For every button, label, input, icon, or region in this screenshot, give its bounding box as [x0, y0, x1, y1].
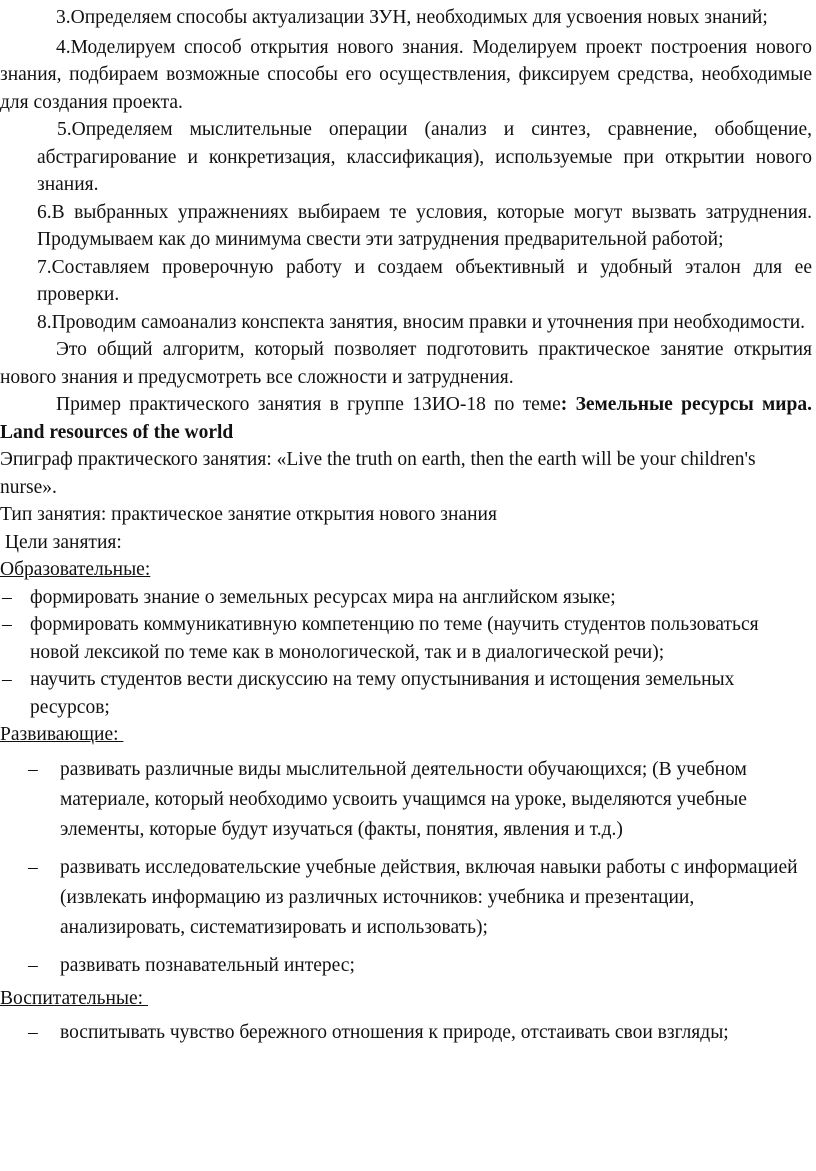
step-8: 8.Проводим самоанализ конспекта занятия, вносим правки и уточнения при необходимости.: [37, 311, 806, 333]
summary-paragraph: Это общий алгоритм, который позволяет подготовить практическое занятие открытия нового знания и предусмотреть все сложности и затруднения.: [0, 339, 812, 388]
list-item: – формировать знание о земельных ресурсах мира на английском языке;: [0, 584, 812, 612]
dash-bullet-icon: –: [2, 669, 12, 690]
list-item: – формировать коммуникативную компетенцию по теме (научить студентов пользоваться новой лексикой по теме как в монологической, так и в диалогической речи);: [0, 611, 812, 666]
example-paragraph: [0, 391, 812, 446]
dash-bullet-icon: –: [28, 856, 38, 878]
list-item: – научить студентов вести дискуссию на тему опустынивания и истощения земельных ресурсов;: [0, 666, 812, 721]
list-item: – развивать различные виды мыслительной деятельности обучающихся; (В учебном материале, который необходимо усвоить учащимся на уроке, выделяются учебные элементы, которые будут изучаться (факты, понятия, явления и т.д.): [0, 755, 812, 845]
dash-bullet-icon: –: [2, 586, 12, 608]
dash-bullet-icon: –: [28, 1022, 38, 1043]
example-colon: :: [560, 394, 568, 415]
educational-heading: Образовательные:: [0, 559, 151, 580]
step-6: 6.В выбранных упражнениях выбираем те условия, которые могут вызвать затруднения. Продумываем как до минимума свести эти затруднения предварительной работой;: [37, 201, 812, 250]
dash-bullet-icon: –: [2, 614, 12, 635]
lesson-type: Тип занятия: практическое занятие открытия нового знания: [0, 504, 497, 525]
example-topic: Земельные ресурсы мира. Land resources of the world: [0, 394, 812, 443]
list-item: – развивать исследовательские учебные действия, включая навыки работы с информацией (извлекать информацию из различных источников: учебника и презентации, анализировать, систематизировать и использовать);: [0, 853, 812, 943]
step-3: 3.Определяем способы актуализации ЗУН, необходимых для усвоения новых знаний;: [56, 7, 768, 28]
epigraph: Эпиграф практического занятия: «Live the truth on earth, then the earth will be your children's nurse».: [0, 449, 756, 498]
upbringing-list: [0, 1018, 812, 1048]
dash-bullet-icon: –: [28, 758, 38, 780]
list-item: – воспитывать чувство бережного отношения к природе, отстаивать свои взгляды;: [0, 1018, 812, 1048]
step-4: 4.Моделируем способ открытия нового знания. Моделируем проект построения нового знания, подбираем возможные способы его осуществления, фиксируем средства, необходимые для создания проекта.: [0, 36, 812, 113]
example-intro: Пример практического занятия в группе 1ЗИО-18 по теме: [56, 394, 561, 415]
developing-list: [0, 755, 812, 981]
step-7: 7.Составляем проверочную работу и создаем объективный и удобный эталон для ее проверки.: [37, 256, 812, 305]
educational-list: [0, 584, 812, 722]
goals-heading: Цели занятия:: [0, 531, 122, 553]
step-5: 5.Определяем мыслительные операции (анализ и синтез, сравнение, обобщение, абстрагирование и конкретизация, классификация), используемые при открытии нового знания.: [37, 119, 812, 195]
upbringing-heading: Воспитательные:: [0, 987, 148, 1009]
developing-heading: Развивающие:: [0, 724, 124, 745]
dash-bullet-icon: –: [28, 954, 38, 976]
list-item: – развивать познавательный интерес;: [0, 951, 812, 981]
